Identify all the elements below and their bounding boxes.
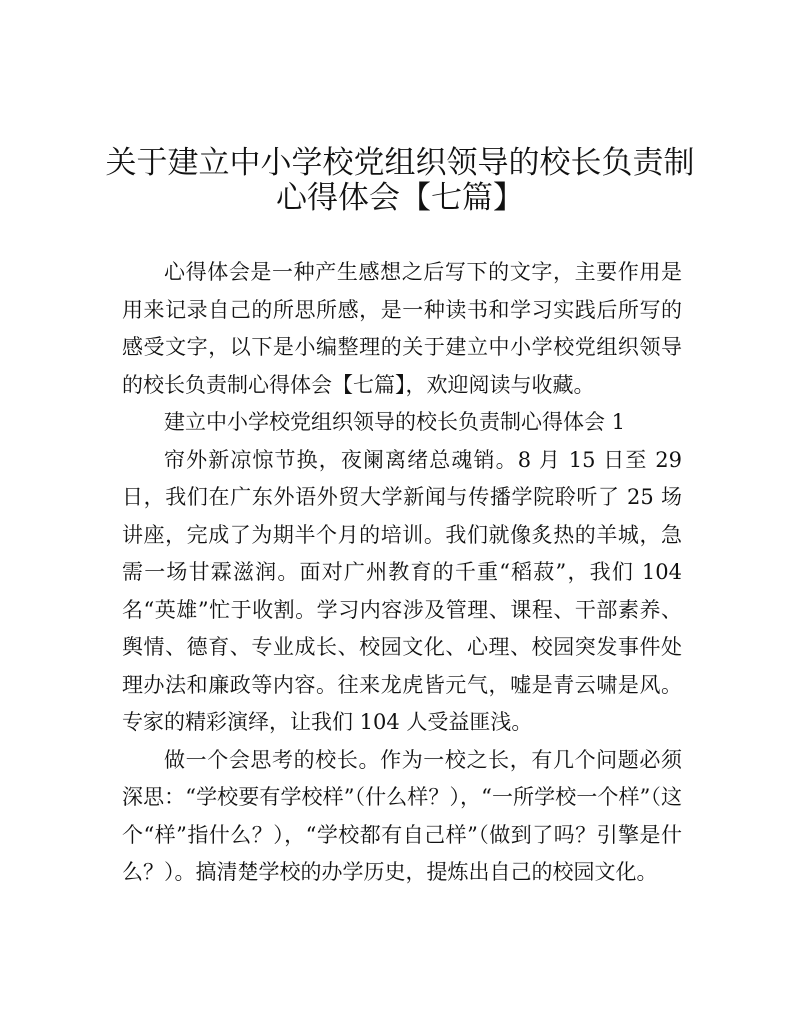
body-paragraph: 做一个会思考的校长。作为一校之长，有几个问题必须深思：“学校要有学校样”（什么样？），“一所学校一个样”（这个“样”指什么？），“学校都有自己样”（做到了吗？引擎是什么？）。搞清楚学校的办学历史，提炼出自己的校园文化。 — [122, 747, 682, 884]
section-heading: 建立中小学校党组织领导的校长负责制心得体会 1 — [164, 410, 626, 434]
body-paragraph: 帘外新凉惊节换，夜阑离绪总魂销。8 月 15 日至 29 日，我们在广东外语外贸大学新闻与传播学院聆听了 25 场讲座，完成了为期半个月的培训。我们就像炙热的羊城，急需一场甘霖滋润。面对广州教育的千重“稻菽”，我们 104 名“英雄”忙于收割。学习内容涉及管理、课程、干部素养、舆情、德育、专业成长、校园文化、心理、校园突发事件处理办法和廉政等内容。往来龙虎皆元气，嘘是青云啸是风。专家的精彩演绎，让我们 104 人受益匪浅。 — [122, 447, 682, 734]
intro-paragraph: 心得体会是一种产生感想之后写下的文字，主要作用是用来记录自己的所思所感，是一种读书和学习实践后所写的感受文字，以下是小编整理的关于建立中小学校党组织领导的校长负责制心得体会【七篇】，欢迎阅读与收藏。 — [122, 260, 682, 397]
document-title-line-2: 心得体会【七篇】 — [276, 180, 524, 216]
document-body — [122, 254, 682, 892]
document-title-line-1: 关于建立中小学校党组织领导的校长负责制 — [105, 145, 695, 181]
